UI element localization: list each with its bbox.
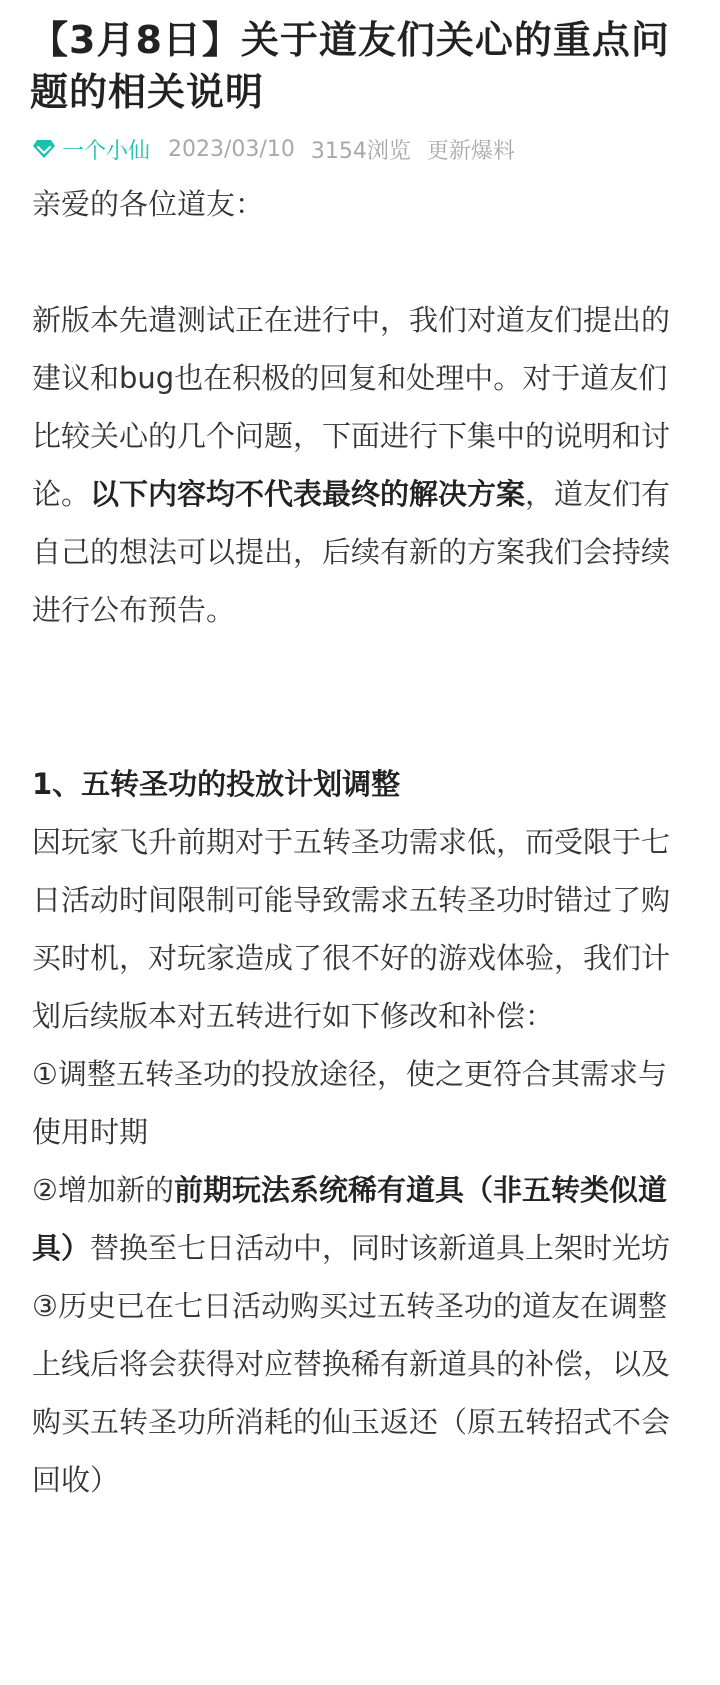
greeting: 亲爱的各位道友： — [32, 187, 265, 221]
author-name[interactable]: 一个小仙 — [62, 138, 151, 164]
article-title: 【3月8日】关于道友们关心的重点问题的相关说明 — [30, 18, 670, 114]
article-body — [32, 175, 682, 1509]
intro-text-a: 新版本先遣测试正在进行中，我们对道友们提出的建议和bug也在积极的回复和处理中。对于道友们比较关心的几个问题，下面进行下集中的说明和讨论。 — [32, 303, 671, 511]
author-link[interactable] — [32, 134, 150, 165]
intro-paragraph — [32, 291, 682, 639]
list-item-3: ③历史已在七日活动购买过五转圣功的道友在调整上线后将会获得对应替换稀有新道具的补偿，以及购买五转圣功所消耗的仙玉返还（原五转招式不会回收） — [32, 1289, 671, 1497]
diamond-icon — [32, 139, 56, 159]
article-meta — [32, 132, 531, 166]
item-2-bold-text: 前期玩法系统稀有道具（非五转类似道具） — [32, 1173, 668, 1265]
publish-date: 2023/03/10 — [168, 136, 295, 162]
item-2-text-b: 替换至七日活动中，同时该新道具上架时光坊 — [90, 1231, 671, 1265]
list-item-2 — [32, 1161, 682, 1277]
intro-bold-text: 以下内容均不代表最终的解决方案 — [90, 477, 526, 511]
spacer — [32, 233, 682, 291]
section-1-title: 1、五转圣功的投放计划调整 — [32, 767, 401, 801]
spacer — [32, 639, 682, 755]
item-2-text-a: ②增加新的 — [32, 1173, 174, 1207]
category-tag[interactable]: 更新爆料 — [426, 138, 515, 164]
list-item-1: ①调整五转圣功的投放途径，使之更符合其需求与使用时期 — [32, 1057, 667, 1149]
intro-text-b: ，道友们有自己的想法可以提出，后续有新的方案我们会持续进行公布预告。 — [32, 477, 671, 627]
view-count: 3154浏览 — [310, 138, 411, 164]
section-1-text: 因玩家飞升前期对于五转圣功需求低，而受限于七日活动时间限制可能导致需求五转圣功时错过了购买时机，对玩家造成了很不好的游戏体验，我们计划后续版本对五转进行如下修改和补偿： — [32, 825, 671, 1033]
